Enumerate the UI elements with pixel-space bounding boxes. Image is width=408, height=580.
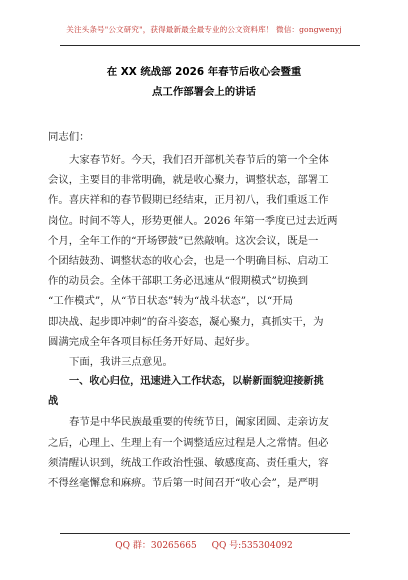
footer-qq-number: QQ 号:535304092 <box>211 541 293 551</box>
intro-line: “工作模式”，从“节日状态”转为“战斗状态”，以“开局 <box>48 295 293 308</box>
greeting: 同志们： <box>48 131 90 143</box>
footer <box>0 538 408 551</box>
section1-line: 须清醒认识到，统战工作政治性强、敏感度高、责任重大，容 <box>48 456 329 469</box>
footer-divider <box>60 533 350 534</box>
intro-line: 个团结鼓劲、调整状态的收心会，也是一个明确目标、启动工 <box>48 254 329 267</box>
document-title <box>48 62 360 102</box>
transition-line: 下面，我讲三点意见。 <box>69 355 173 368</box>
section-heading-1-cont: 战 <box>48 396 59 408</box>
section-heading-1: 一、收心归位，迅速进入工作状态，以崭新面貌迎接新挑 <box>69 376 324 388</box>
footer-qq-group: QQ 群：30265665 <box>115 541 197 551</box>
intro-line: 即决战、起步即冲刺”的奋斗姿态，凝心聚力，真抓实干，为 <box>48 315 324 328</box>
header-divider <box>60 45 360 46</box>
intro-line: 圆满完成全年各项目标任务开好局、起好步。 <box>48 335 256 348</box>
intro-line: 大家春节好。今天，我们召开部机关春节后的第一个全体 <box>69 154 329 166</box>
document-body <box>48 150 364 493</box>
section1-line: 不得丝毫懈怠和麻痹。节后第一时间召开“收心会”，是严明 <box>48 477 319 489</box>
section1-line: 之后，心理上、生理上有一个调整适应过程是人之常情。但必 <box>48 436 329 449</box>
title-line-1: 在 XX 统战部 2026 年春节后收心会暨重 <box>106 66 302 78</box>
header-banner: 关注头条号"公文研究"，获得最新最全最专业的公文资料库！ 微信：gongwenyj <box>66 25 342 34</box>
title-line-2: 点工作部署会上的讲话 <box>152 86 256 99</box>
section1-line: 春节是中华民族最重要的传统节日，阖家团圆、走亲访友 <box>69 416 329 429</box>
intro-line: 个月，全年工作的“开场锣鼓”已然敲响。这次会议，既是一 <box>48 234 319 247</box>
intro-line: 岗位。时间不等人，形势更催人。2026 年第一季度已过去近两 <box>48 214 338 227</box>
intro-line: 作的动员会。全体干部职工务必迅速从“假期模式”切换到 <box>48 275 308 288</box>
intro-line: 作。喜庆祥和的春节假期已经结束，正月初八，我们重返工作 <box>48 194 329 207</box>
intro-line: 会议，主要目的非常明确，就是收心聚力，调整状态，部署工 <box>48 174 329 187</box>
